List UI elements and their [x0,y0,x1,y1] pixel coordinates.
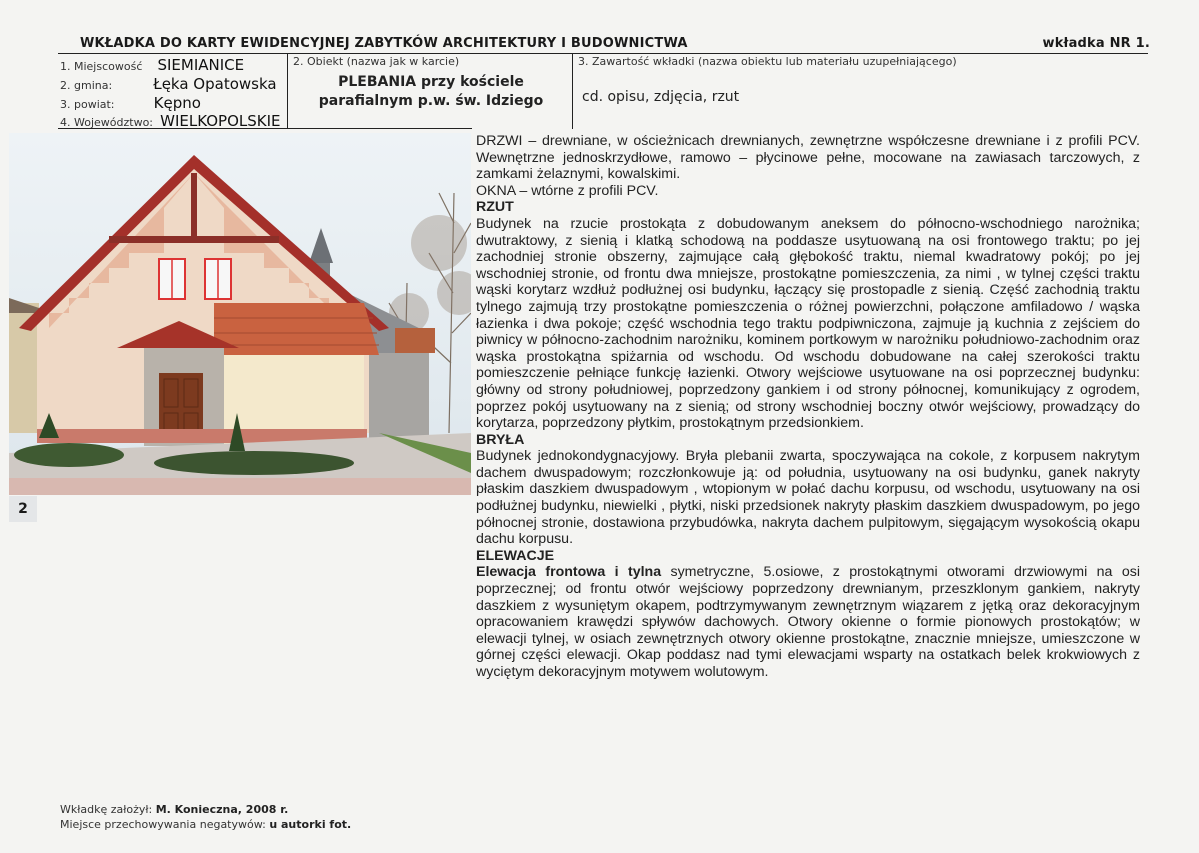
author-label: Wkładkę założył: [60,803,153,816]
elewacje-lead: Elewacja frontowa i tylna [476,564,662,581]
gmina-value: Łęka Opatowska [153,75,277,93]
rzut-paragraph: Budynek na rzucie prostokąta z dobudowanym aneksem do północno-wschodniego narożnika; dwutraktowy, z sienią i klatką schodową na poddasze usytuowaną na osi frontowego traktu; po jej zachodniej stronie obszerny, zajmujące całą głębokość traktu, niemal kwadratowy pokój; po jej wschodniej stronie, od frontu dwa mniejsze, prostokątne pomieszczenia, za nimi , w tylnej części traktu wąski korytarz wzdłuż podłużnej osi budynku, łączący się prostopadle z sienią. Część zachodnią traktu tylnego zajmują trzy prostokątne pomieszczenia o różnej powierzchni, połączone amfiladowo / wąska łazienka i dwa pokoje; część wschodnia tego traktu podpiwniczona, zajmuje ją kuchnia z zejściem do piwnicy w północno-zachodnim narożniku, kominem portkowym w narożniku południowo-zachodnim oraz wąska prostokątna spiżarnia od wschodu. Od wschodu dobudowane na całej szerokości traktu pomieszczenie pełniące funkcję łazienki. Otwory wejściowe usytuowane na osi poprzecznej budynku: główny od strony południowej, poprzedzony gankiem i od strony północnej, komunikujący z ogrodem, poprzez pokój usytuowany na z sienią; od strony wschodniej boczny otwór wejściowy, prowadzący do korytarza, poprzedzony płytkim, prostokątnym przedsionkiem. [476,215,1140,432]
object-name [290,73,572,111]
form-divider-2 [572,53,573,129]
header-rule [58,53,1148,54]
author-line [60,803,288,816]
insert-number: wkładka NR 1. [1042,36,1150,51]
form-divider-1 [287,53,288,129]
wojewodztwo-label: 4. Województwo: [60,116,154,129]
object-name-line1: PLEBANIA przy kościele [338,74,524,90]
wojewodztwo-value: WIELKOPOLSKIE [160,112,281,130]
doors-paragraph: DRZWI – drewniane, w ościeżnicach drewnianych, zewnętrzne współczesne drewniane i z profili PCV. Wewnętrzne jednoskrzydłowe, ramowo – płycinowe pełne, mocowane na zawiasach tarczowych, z zamkami żelaznymi, kowalskimi. [476,133,1140,183]
storage-value: u autorki fot. [269,818,352,831]
contents-label: 3. Zawartość wkładki (nazwa obiektu lub materiału uzupełniającego) [578,55,957,68]
object-label: 2. Obiekt (nazwa jak w karcie) [293,55,460,68]
rzut-heading: RZUT [476,199,514,216]
bryla-paragraph: Budynek jednokondygnacyjowy. Bryła plebanii zwarta, spoczywająca na cokole, z korpusem nakrytym dachem dwuspadowym; rozczłonkowuje ją: od południa, usytuowany na osi budynku, ganek nakryty płaskim daszkiem dwuspadowym , wtopionym w połać dachu korpusu, od wschodu, usytuowany na osi podłużnej budynku, niewielki , płytki, niski przedsionek nakryty płaskim daszkiem dwuspadowym, po jego północnej stronie, dostawiona przybudówka, nakryta dachem pulpitowym, sięgającym wysokością okapu dachu korpusu. [476,448,1140,548]
building-photo [9,133,471,495]
document-header [80,36,1150,54]
bryla-heading: BRYŁA [476,431,525,448]
powiat-label: 3. powiat: [60,98,115,111]
building-photo-illustration [9,133,471,495]
description [476,133,1140,681]
photo-number: 2 [9,496,37,522]
miejscowosc-value: SIEMIANICE [157,56,245,74]
miejscowosc-label: 1. Miejscowość [60,60,143,73]
storage-label: Miejsce przechowywania negatywów: [60,818,266,831]
windows-paragraph: OKNA – wtórne z profili PCV. [476,182,659,199]
storage-line [60,818,351,831]
contents-value: cd. opisu, zdjęcia, rzut [582,89,740,105]
wojewodztwo-row [60,111,281,133]
object-name-line2: parafialnym p.w. św. Idziego [318,93,544,109]
elewacje-heading: ELEWACJE [476,547,555,564]
gmina-label: 2. gmina: [60,79,113,92]
author-value: M. Konieczna, 2008 r. [155,803,289,816]
document-title: WKŁADKA DO KARTY EWIDENCYJNEJ ZABYTKÓW ARCHITEKTURY I BUDOWNICTWA [80,36,688,51]
powiat-value: Kępno [153,94,201,112]
elewacje-paragraph [476,564,1140,680]
elewacje-text: symetryczne, 5.osiowe, z prostokątnymi otworami drzwiowymi na osi poprzecznej; od frontu otwór wejściowy poprzedzony drewnianym, przeszklonym gankiem, nakryty daszkiem z wysuniętym okapem, podtrzymywanym zewnętrznym wiązarem z jętką oraz dekoracyjnym opracowaniem krawędzi spływów dachowych. Otwory okienne o formie pionowych prostokątów; w elewacji tylnej, w osiach zewnętrznych otwory okienne prostokątne, znacznie mniejsze, umieszczone w górnej części elewacji. Okap poddasz nad tymi elewacjami wsparty na ostatkach belek krokwiowych z wyciętym dekoracyjnym motywem wolutowym. [476,564,1140,680]
